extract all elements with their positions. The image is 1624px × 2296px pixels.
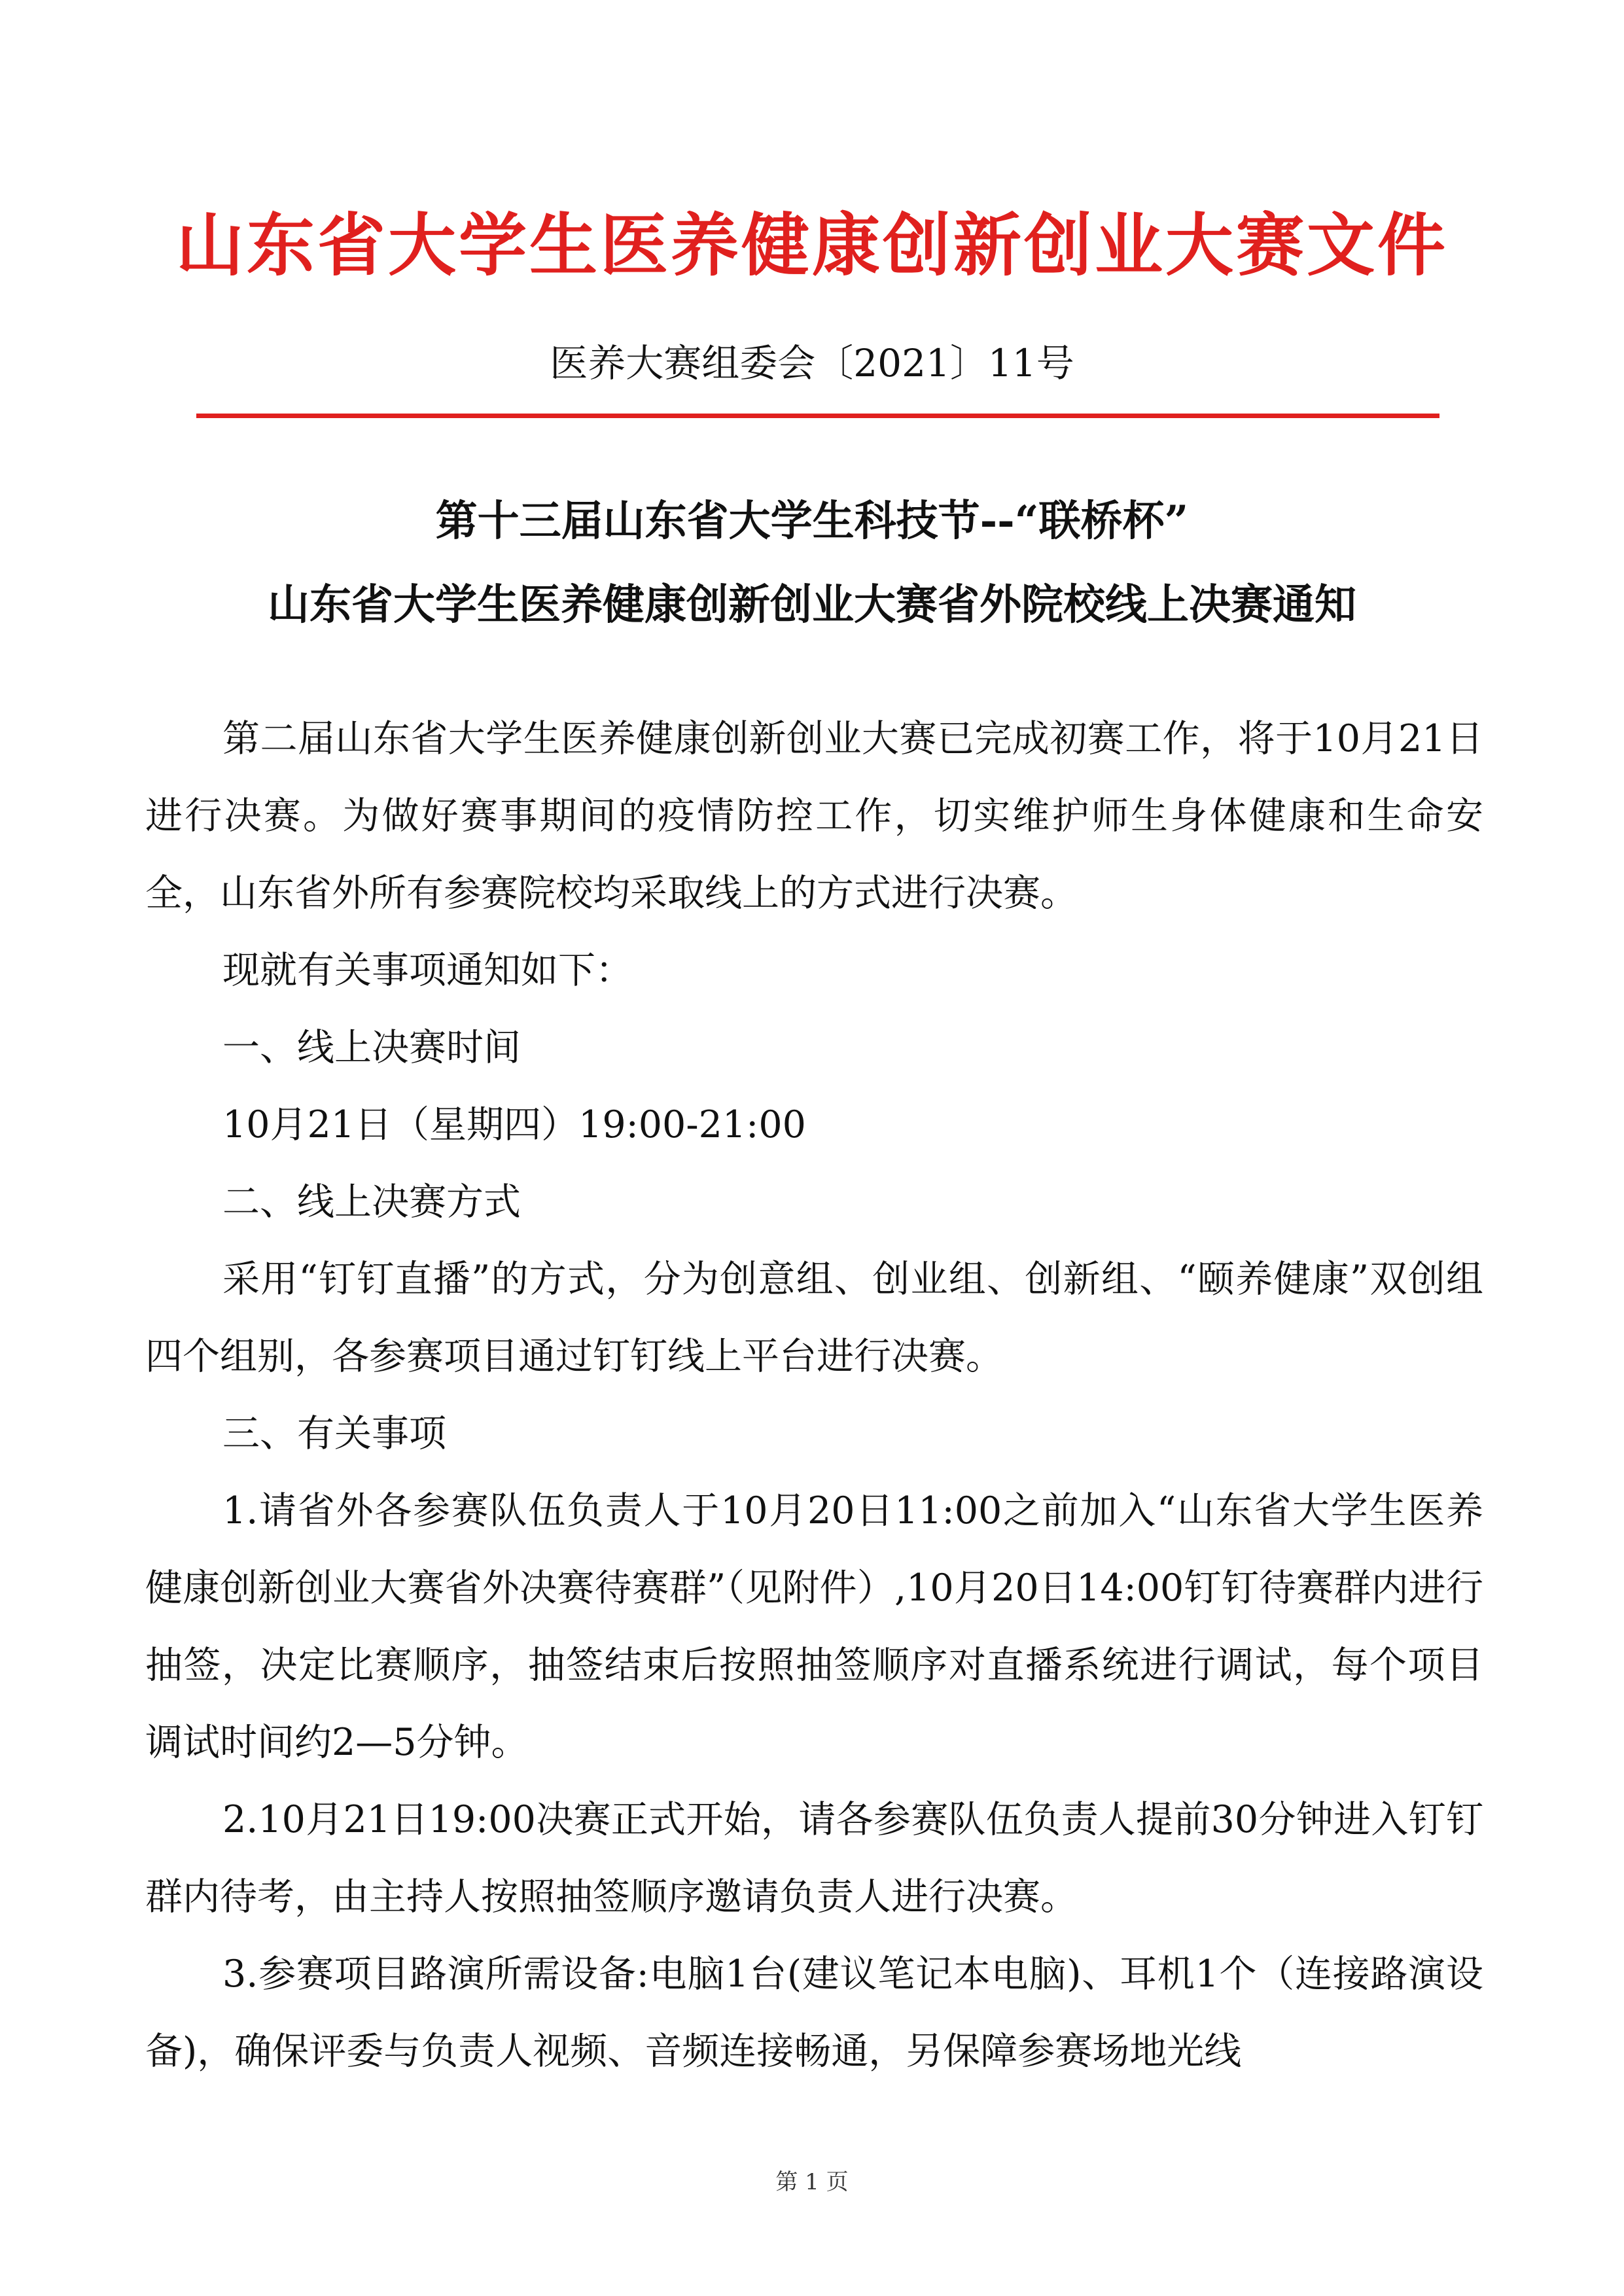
section-heading-time: 一、线上决赛时间 [222,1026,521,1069]
final-time-paragraph: 10月21日（星期四）19:00-21:00 [222,1103,806,1146]
notice-title-line-1: 第十三届山东省大学生科技节--“联桥杯” [435,497,1189,546]
page-number: 第 1 页 [775,2169,849,2195]
section-heading-matters: 三、有关事项 [222,1412,446,1455]
red-divider-line [196,414,1439,418]
lead-in-paragraph: 现就有关事项通知如下： [222,949,633,992]
matter-item-3: 3.参赛项目路演所需设备:电脑1台(建议笔记本电脑)、耳机1个（连接路演设备)，确保评委与负责人视频、音频连接畅通，另保障参赛场地光线 [145,1952,1483,2073]
document-header-title: 山东省大学生医养健康创新创业大赛文件 [175,205,1448,285]
notice-title-line-2: 山东省大学生医养健康创新创业大赛省外院校线上决赛通知 [268,580,1356,629]
document-number: 医养大赛组委会〔2021〕11号 [550,341,1074,385]
intro-paragraph: 第二届山东省大学生医养健康创新创业大赛已完成初赛工作，将于10月21日进行决赛。为做好赛事期间的疫情防控工作，切实维护师生身体健康和生命安全，山东省外所有参赛院校均采取线上的方式进行决赛。 [145,717,1483,915]
section-heading-method: 二、线上决赛方式 [222,1180,521,1224]
notice-body [145,700,1483,2090]
matter-item-1: 1.请省外各参赛队伍负责人于10月20日11:00之前加入“山东省大学生医养健康创新创业大赛省外决赛待赛群”（见附件）,10月20日14:00钉钉待赛群内进行抽签，决定比赛顺序，抽签结束后按照抽签顺序对直播系统进行调试，每个项目调试时间约2—5分钟。 [145,1489,1483,1764]
matter-item-2: 2.10月21日19:00决赛正式开始，请各参赛队伍负责人提前30分钟进入钉钉群内待考，由主持人按照抽签顺序邀请负责人进行决赛。 [145,1798,1483,1918]
method-paragraph: 采用“钉钉直播”的方式，分为创意组、创业组、创新组、“颐养健康”双创组四个组别，各参赛项目通过钉钉线上平台进行决赛。 [145,1258,1483,1378]
